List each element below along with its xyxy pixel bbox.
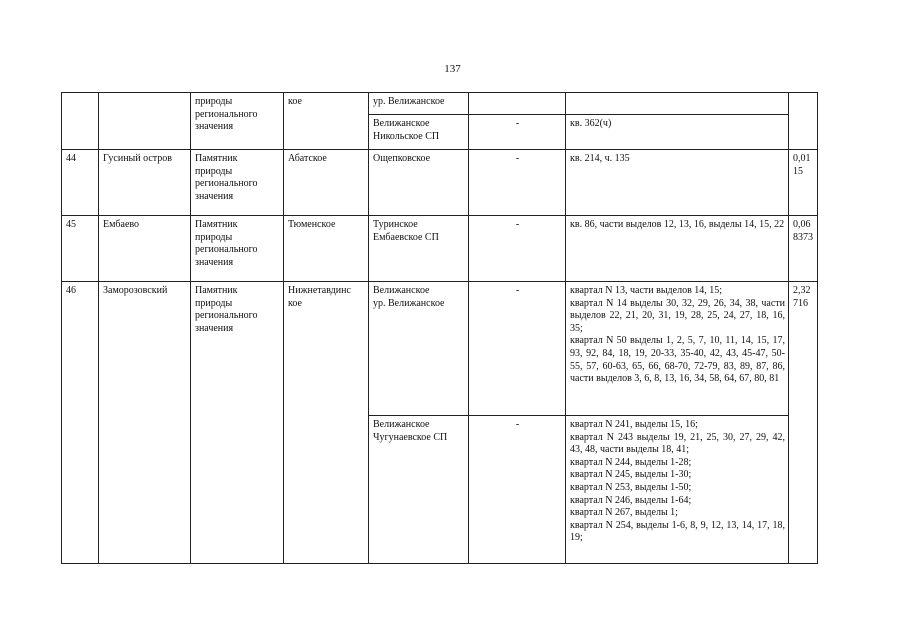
cell-category: Памятник природы регионального значения bbox=[191, 216, 284, 282]
table-row-continued bbox=[62, 93, 818, 115]
cell-num: 44 bbox=[62, 150, 99, 216]
cell-num bbox=[62, 93, 99, 150]
cell-area: 2,32716 bbox=[789, 282, 818, 564]
cell-settlement: Велижанское Никольское СП bbox=[369, 115, 469, 150]
cell-quarters: кв. 214, ч. 135 bbox=[566, 150, 789, 216]
reserves-table bbox=[61, 92, 818, 564]
cell-dash: - bbox=[469, 416, 566, 564]
table-row bbox=[62, 216, 818, 282]
cell-settlement: Велижанское ур. Велижанское bbox=[369, 282, 469, 416]
cell-category: Памятник природы регионального значения bbox=[191, 150, 284, 216]
cell-quarters bbox=[566, 93, 789, 115]
cell-category: Памятник природы регионального значения bbox=[191, 282, 284, 564]
cell-dash: - bbox=[469, 115, 566, 150]
cell-settlement: Ощепковское bbox=[369, 150, 469, 216]
cell-district: Абатское bbox=[284, 150, 369, 216]
cell-district: кое bbox=[284, 93, 369, 150]
cell-district: Тюменское bbox=[284, 216, 369, 282]
cell-name: Ембаево bbox=[99, 216, 191, 282]
cell-settlement: ур. Велижанское bbox=[369, 93, 469, 115]
cell-settlement: Велижанское Чугунаевское СП bbox=[369, 416, 469, 564]
cell-dash: - bbox=[469, 216, 566, 282]
cell-district: Нижнетавдинс кое bbox=[284, 282, 369, 564]
cell-num: 45 bbox=[62, 216, 99, 282]
cell-dash bbox=[469, 93, 566, 115]
cell-quarters: квартал N 241, выделы 15, 16; квартал N 243 выделы 19, 21, 25, 30, 27, 29, 42, 43, 48, части выделы 18, 41; квартал N 244, выделы 1-28; квартал N 245, выделы 1-30; квартал N 253, выделы 1-50; квартал N 246, выделы 1-64; квартал N 267, выделы 1; квартал N 254, выделы 1-6, 8, 9, 12, 13, 14, 17, 18, 19; bbox=[566, 416, 789, 564]
cell-quarters: кв. 362(ч) bbox=[566, 115, 789, 150]
cell-quarters: квартал N 13, части выделов 14, 15; квартал N 14 выделы 30, 32, 29, 26, 34, 38, части выделов 22, 21, 20, 31, 19, 28, 25, 24, 27, 18, 16, 35; квартал N 50 выделы 1, 2, 5, 7, 10, 11, 14, 15, 17, 93, 92, 84, 18, 19, 20-33, 35-40, 42, 43, 45-47, 50-55, 57, 60-63, 65, 66, 68-70, 72-79, 83, 89, 87, 86, части выделов 3, 6, 8, 13, 16, 34, 58, 64, 67, 80, 81 bbox=[566, 282, 789, 416]
cell-category: природы регионального значения bbox=[191, 93, 284, 150]
cell-name: Гусиный остров bbox=[99, 150, 191, 216]
cell-area: 0,068373 bbox=[789, 216, 818, 282]
cell-name bbox=[99, 93, 191, 150]
table-row bbox=[62, 150, 818, 216]
cell-num: 46 bbox=[62, 282, 99, 564]
table-row bbox=[62, 282, 818, 416]
cell-name: Заморозовский bbox=[99, 282, 191, 564]
cell-settlement: Туринское Ембаевское СП bbox=[369, 216, 469, 282]
cell-area bbox=[789, 93, 818, 150]
cell-area: 0,0115 bbox=[789, 150, 818, 216]
page-number: 137 bbox=[444, 63, 461, 75]
cell-dash: - bbox=[469, 150, 566, 216]
cell-quarters: кв. 86, части выделов 12, 13, 16, выделы 14, 15, 22 bbox=[566, 216, 789, 282]
cell-dash: - bbox=[469, 282, 566, 416]
